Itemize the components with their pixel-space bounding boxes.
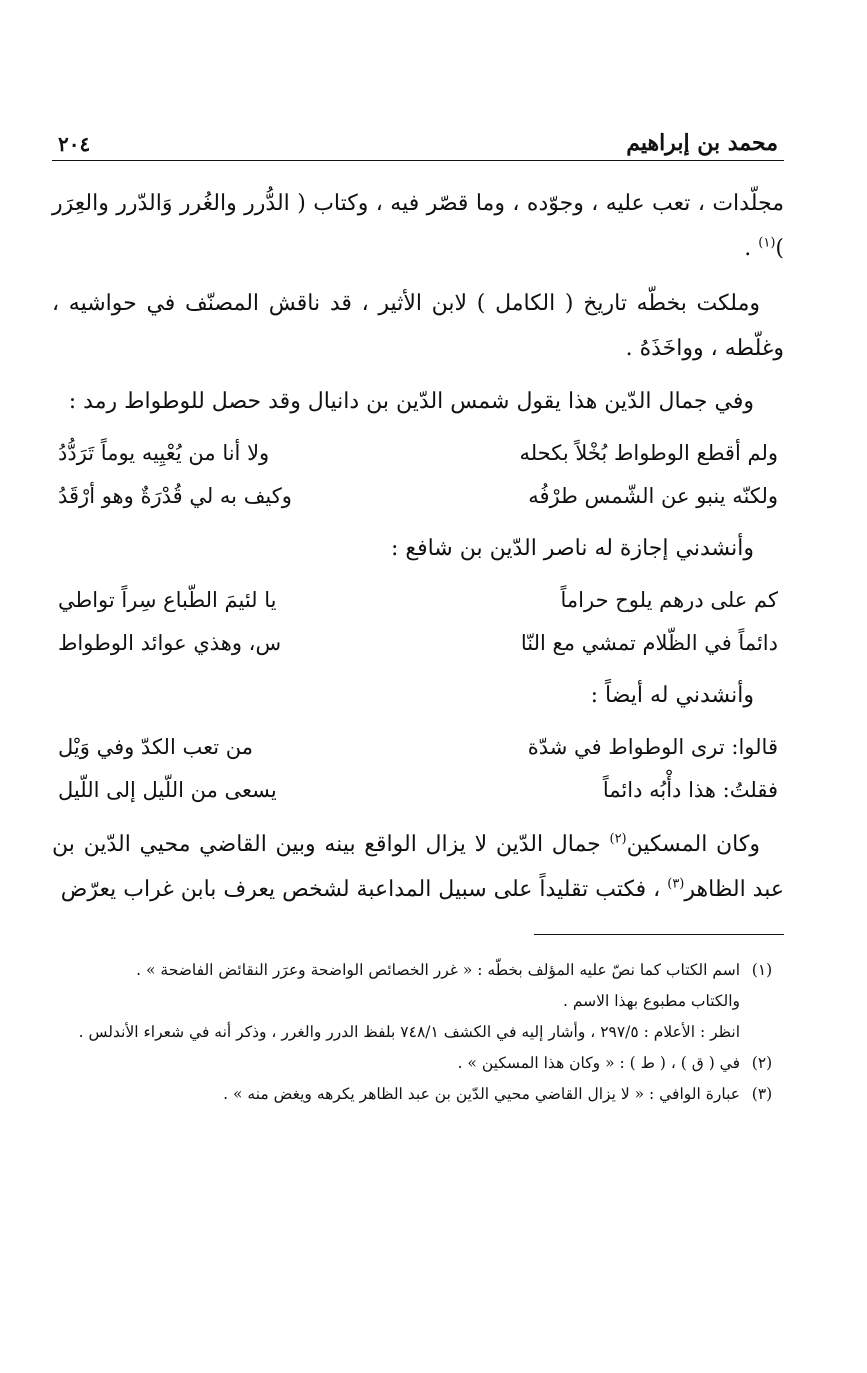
paragraph-1-tail: . (744, 236, 759, 261)
footnote-text (52, 1048, 740, 1079)
verse-second-hemistich: وكيف به لي قُدْرَةٌ وهو أرْقَدُ (58, 484, 292, 508)
footnote-3 (52, 1079, 784, 1110)
verse-second-hemistich: س، وهذي عوائد الوطواط (58, 631, 282, 655)
footnote-2 (52, 1048, 784, 1079)
running-title: محمد بن إبراهيم (626, 130, 778, 156)
verse-second-hemistich: يسعى من اللّيل إلى اللّيل (58, 778, 277, 802)
verse-second-hemistich: من تعب الكدّ وفي وَيْل (58, 735, 253, 759)
verse-first-hemistich: دائماً في الظّلام تمشي مع النّا (520, 631, 778, 655)
verse (52, 432, 784, 475)
verse-first-hemistich: كم على درهم يلوح حراماً (560, 588, 778, 612)
paragraph-3-part-b: جمال الدّين لا يزال الواقع بينه وبين القاضي محيي الدّين بن عبد الظاهر (52, 832, 784, 902)
footnote-line: اسم الكتاب كما نصّ عليه المؤلف بخطّه : « غرر الخصائص الواضحة وعرَر النقائض الفاضحة » . (136, 961, 740, 979)
verse-first-hemistich: فقلتُ: هذا دأْبُه دائماً (602, 778, 778, 802)
poem-1 (52, 432, 784, 518)
verse (52, 726, 784, 769)
footnote-line: والكتاب مطبوع بهذا الاسم . (562, 992, 740, 1010)
verse-second-hemistich: ولا أنا من يُعْيِيه يوماً تَرَدُّدُ (58, 441, 270, 465)
poem-2-intro: وأنشدني إجازة له ناصر الدّين بن شافع : (390, 536, 754, 561)
footnote-number: (١) (751, 961, 773, 979)
footnote-line: انظر : الأعلام : ٢٩٧/٥ ، وأشار إليه في الكشف ٧٤٨/١ بلفظ الدرر والغرر ، وذكر أنه في شعراء الأندلس . (78, 1023, 740, 1041)
poem-3 (52, 726, 784, 812)
book-page (52, 110, 784, 1310)
footnote-number: (٢) (751, 1054, 773, 1072)
footnote-ref-3[interactable]: (٣) (667, 876, 685, 892)
paragraph-3 (52, 822, 784, 912)
verse (52, 579, 784, 622)
poem-1-intro: وفي جمال الدّين هذا يقول شمس الدّين بن دانيال وقد حصل للوطواط رمد : (68, 389, 754, 414)
paragraph-1 (52, 181, 784, 271)
footnote-line: عبارة الوافي : « لا يزال القاضي محيي الدّين بن عبد الظاهر يكرهه ويغض منه » . (223, 1085, 740, 1103)
page-header (52, 110, 784, 161)
footnote-text (52, 955, 740, 1048)
paragraph-3-part-a: وكان المسكين (626, 832, 760, 857)
page-number: ٢٠٤ (58, 132, 91, 156)
verse (52, 475, 784, 518)
footnote-ref-2[interactable]: (٢) (609, 831, 627, 847)
paragraph-3-part-c: ، فكتب تقليداً على سبيل المداعبة لشخص يعرف بابن غراب يعرّض (60, 877, 668, 902)
footnote-ref-1[interactable]: (١) (758, 235, 776, 251)
verse-first-hemistich: ولكنّه ينبو عن الشّمس طرْفُه (528, 484, 778, 508)
paragraph-2: وملكت بخطّه تاريخ ( الكامل ) لابن الأثير ، قد ناقش المصنّف في حواشيه ، وغلّطه ، وواخَذَهُ . (52, 291, 784, 361)
footnotes (52, 955, 784, 1110)
poem-3-intro: وأنشدني له أيضاً : (590, 683, 754, 708)
verse (52, 769, 784, 812)
paragraph-1-text: مجلّدات ، تعب عليه ، وجوّده ، وما قصّر فيه ، وكتاب ( الدُّرر والغُرر وَالدّرر والعِرَر ) (52, 191, 784, 261)
poem-2 (52, 579, 784, 665)
footnote-separator (534, 934, 784, 935)
verse-first-hemistich: قالوا: ترى الوطواط في شدّة (527, 735, 778, 759)
footnote-number: (٣) (751, 1085, 773, 1103)
footnote-text (52, 1079, 740, 1110)
footnote-line: في ( ق ) ، ( ط ) : « وكان هذا المسكين » . (457, 1054, 740, 1072)
verse-first-hemistich: ولم أقطع الوطواط بُخْلاً بكحله (519, 441, 778, 465)
verse-second-hemistich: يا لئيمَ الطّباع سِراً تواطي (58, 588, 277, 612)
verse (52, 622, 784, 665)
footnote-1 (52, 955, 784, 1048)
